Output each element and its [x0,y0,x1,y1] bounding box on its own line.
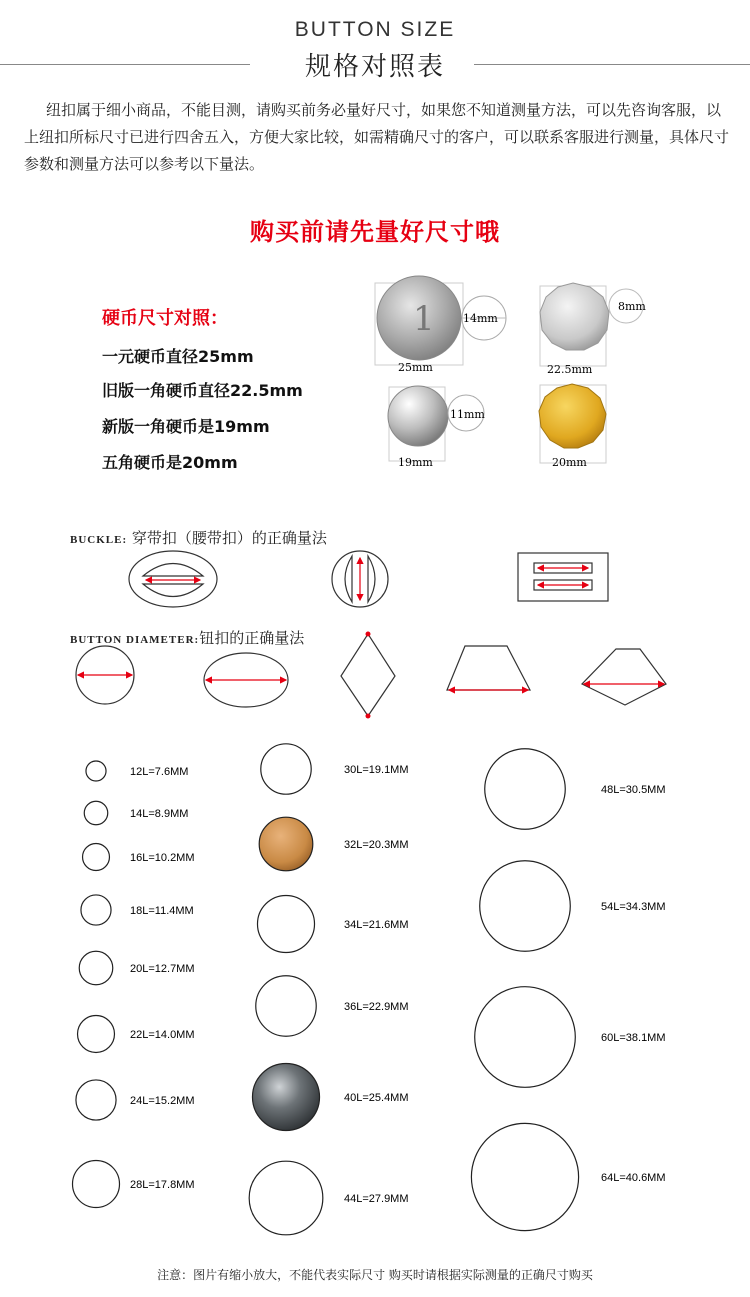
buckle-label-en: BUCKLE: [70,534,128,546]
size-label-28l: 28L=17.8MM [130,1179,195,1191]
size-label-32l: 32L=20.3MM [344,839,409,851]
size-label-64l: 64L=40.6MM [601,1172,666,1184]
size-circle-54l [480,861,571,952]
size-circle-64l [471,1123,578,1230]
coin-heading: 硬币尺寸对照： [102,308,228,329]
coin-old-jiao [540,283,643,366]
buckle-label-cn: 穿带扣（腰带扣）的正确量法 [131,529,327,547]
buckle-section-label [70,527,327,548]
size-circle-32l [259,817,313,871]
intro-paragraph: 纽扣属于细小商品，不能目测，请购买前务必量好尺寸，如果您不知道测量方法，可以先咨询客服，以上纽扣所标尺寸已进行四舍五入，方便大家比较，如需精确尺寸的客户，可以联系客服进行测量，具体尺寸参数和测量方法可以参考以下量法。 [24,101,730,173]
size-label-60l: 60L=38.1MM [601,1032,666,1044]
button-diameter-section-label [70,627,304,648]
size-chart [73,744,666,1235]
size-circle-36l [256,976,316,1036]
size-label-14l: 14L=8.9MM [130,808,189,820]
size-circle-44l [249,1161,323,1235]
label-new-jiao-dia: 19mm [398,456,433,469]
size-label-30l: 30L=19.1MM [344,764,409,776]
buckle-oval-diagram [129,551,217,607]
size-circle-34l [257,895,314,952]
label-one-yuan-dia: 25mm [398,361,433,374]
size-label-36l: 36L=22.9MM [344,1001,409,1013]
size-circle-20l [79,951,113,985]
size-label-22l: 22L=14.0MM [130,1029,195,1041]
size-label-54l: 54L=34.3MM [601,901,666,913]
size-circle-30l [261,744,311,794]
size-circle-12l [86,761,106,781]
size-label-12l: 12L=7.6MM [130,766,189,778]
diameter-oval-diagram [204,653,288,707]
svg-text:1: 1 [413,299,435,339]
diameter-pentagon-diagram [582,649,666,705]
diameter-trapezoid-diagram [447,646,530,690]
size-circle-18l [81,895,111,925]
coin-line-one-yuan: 一元硬币直径25mm [102,347,254,366]
diameter-circle-diagram [76,646,134,704]
title-chinese: 规格对照表 [304,52,445,82]
label-wu-jiao-dia: 20mm [552,456,587,469]
coin-wu-jiao [539,384,606,463]
buckle-rect-diagram [518,553,608,601]
diameter-diamond-diagram [341,632,395,719]
size-circle-16l [83,844,110,871]
size-circle-28l [73,1161,120,1208]
size-label-24l: 24L=15.2MM [130,1095,195,1107]
measure-notice: 购买前请先量好尺寸哦 [250,218,500,246]
buckle-round-diagram [332,551,388,607]
size-circle-48l [485,749,566,830]
coin-line-wu-jiao: 五角硬币是20mm [102,453,238,472]
size-label-48l: 48L=30.5MM [601,784,666,796]
size-circle-14l [84,801,107,824]
size-label-40l: 40L=25.4MM [344,1092,409,1104]
coin-line-new-jiao: 新版一角硬币是19mm [102,417,270,436]
footer-note: 注意：图片有缩小放大，不能代表实际尺寸 购买时请根据实际测量的正确尺寸购买 [157,1268,593,1282]
label-new-jiao-thick: 11mm [450,408,485,421]
size-circle-22l [78,1016,115,1053]
coin-new-jiao [388,386,484,461]
size-label-44l: 44L=27.9MM [344,1193,409,1205]
size-label-34l: 34L=21.6MM [344,919,409,931]
size-circle-40l [252,1063,319,1130]
coin-line-old-jiao: 旧版一角硬币直径22.5mm [102,381,303,400]
size-circle-24l [76,1080,116,1120]
size-label-16l: 16L=10.2MM [130,852,195,864]
label-old-jiao-dia: 22.5mm [547,363,593,376]
size-circle-60l [475,987,576,1088]
size-label-20l: 20L=12.7MM [130,963,195,975]
label-old-jiao-thick: 8mm [618,300,646,313]
button-diameter-label-en: BUTTON DIAMETER: [70,634,200,646]
title-english: BUTTON SIZE [294,18,456,41]
size-label-18l: 18L=11.4MM [130,905,194,917]
label-one-yuan-thick: 14mm [463,312,498,325]
button-diameter-label-cn: 钮扣的正确量法 [199,629,305,647]
